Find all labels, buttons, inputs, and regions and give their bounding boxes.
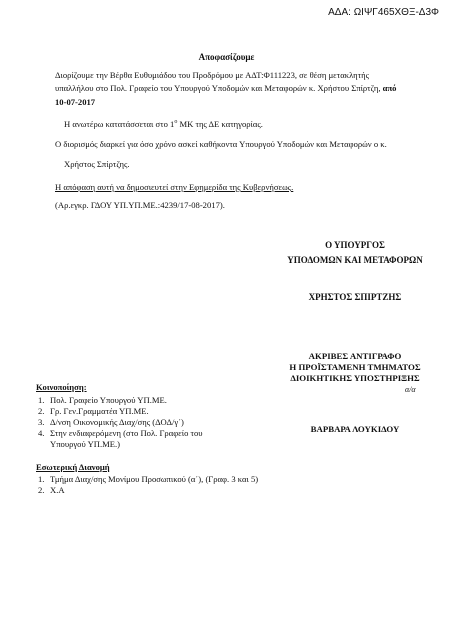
list-item: 1. Πολ. Γραφείο Υπουργού ΥΠ.ΜΕ. xyxy=(38,395,167,405)
start-date: 10-07-2017 xyxy=(55,97,96,107)
minister-title xyxy=(285,240,425,266)
body-line-4-end: ΜΚ της ΔΕ κατηγορίας. xyxy=(177,118,263,129)
list-item: 1. Τμήμα Διαχ/σης Μονίμου Προσωπικού (α΄), (Γραφ. 3 και 5) xyxy=(38,474,259,484)
esoteriki-title: Εσωτερική Διανομή xyxy=(36,462,110,472)
copy-line-4: α/α xyxy=(405,385,416,394)
body-line-2-text: υπαλλήλου στο Πολ. Γραφείο του Υπουργού Υποδομών και Μεταφορών κ. Χρήστου Σπίρτζη, xyxy=(55,83,381,93)
body-line-2-bold: από xyxy=(382,83,397,93)
copy-line-1: ΑΚΡΙΒΕΣ ΑΝΤΙΓΡΑΦΟ xyxy=(308,351,402,361)
copy-line-3: ΔΙΟΙΚΗΤΙΚΗΣ ΥΠΟΣΤΗΡΙΞΗΣ xyxy=(290,373,420,383)
koinopoiisi-title: Κοινοποίηση: xyxy=(36,382,87,392)
body-line-2 xyxy=(55,82,396,94)
copy-signatory-name: ΒΑΡΒΑΡΑ ΛΟΥΚΙΔΟΥ xyxy=(310,424,400,434)
body-line-5: Ο διορισμός διαρκεί για όσο χρόνο ασκεί καθήκοντα Υπουργού Υποδομών και Μεταφορών ο κ. xyxy=(55,139,387,149)
minister-title-1: Ο ΥΠΟΥΡΓΟΣ xyxy=(325,240,385,250)
ordinal-sup: ο xyxy=(174,119,178,125)
list-item: 2. Χ.Α xyxy=(38,485,65,495)
body-line-4-text: Η ανωτέρω κατατάσσεται στο 1 xyxy=(64,118,175,129)
list-item: 2. Γρ. Γεν.Γραμματέα ΥΠ.ΜΕ. xyxy=(38,406,149,416)
body-line-6: Χρήστος Σπίρτζης. xyxy=(64,159,130,169)
ada-code: ΑΔΑ: ΩΙΨΓ465ΧΘΞ-Δ3Φ xyxy=(328,7,439,18)
minister-name: ΧΡΗΣΤΟΣ ΣΠΙΡΤΖΗΣ xyxy=(308,292,402,302)
koinopoiisi-list xyxy=(38,395,203,450)
list-item: 3. Δ/νση Οικονομικής Διαχ/σης (ΔΟΔ/γ΄) xyxy=(38,417,184,427)
minister-title-2: ΥΠΟΔΟΜΩΝ ΚΑΙ ΜΕΤΑΦΟΡΩΝ xyxy=(287,255,423,265)
body-line-4 xyxy=(64,116,263,130)
copy-certification xyxy=(255,351,453,395)
list-item-continuation: Υπουργού ΥΠ.ΜΕ.) xyxy=(50,439,121,449)
decision-heading: Αποφασίζουμε xyxy=(198,52,255,62)
body-line-1: Διορίζουμε την Βέρθα Ευθυμιάδου του Προδρόμου με ΑΔΤ:Φ111223, σε θέση μετακλητής xyxy=(55,70,370,80)
list-item: 4. Στην ενδιαφερόμενη (στο Πολ. Γραφείο του xyxy=(38,428,203,438)
approval-ref: (Αρ.εγκρ. ΓΔΟΥ ΥΠ.ΥΠ.ΜΕ.:4239/17-08-2017). xyxy=(55,200,225,210)
publication-note: Η απόφαση αυτή να δημοσιευτεί στην Εφημερίδα της Κυβερνήσεως. xyxy=(55,182,294,192)
esoteriki-list xyxy=(38,474,258,496)
copy-line-2: Η ΠΡΟΪΣΤΑΜΕΝΗ ΤΜΗΜΑΤΟΣ xyxy=(289,362,421,372)
